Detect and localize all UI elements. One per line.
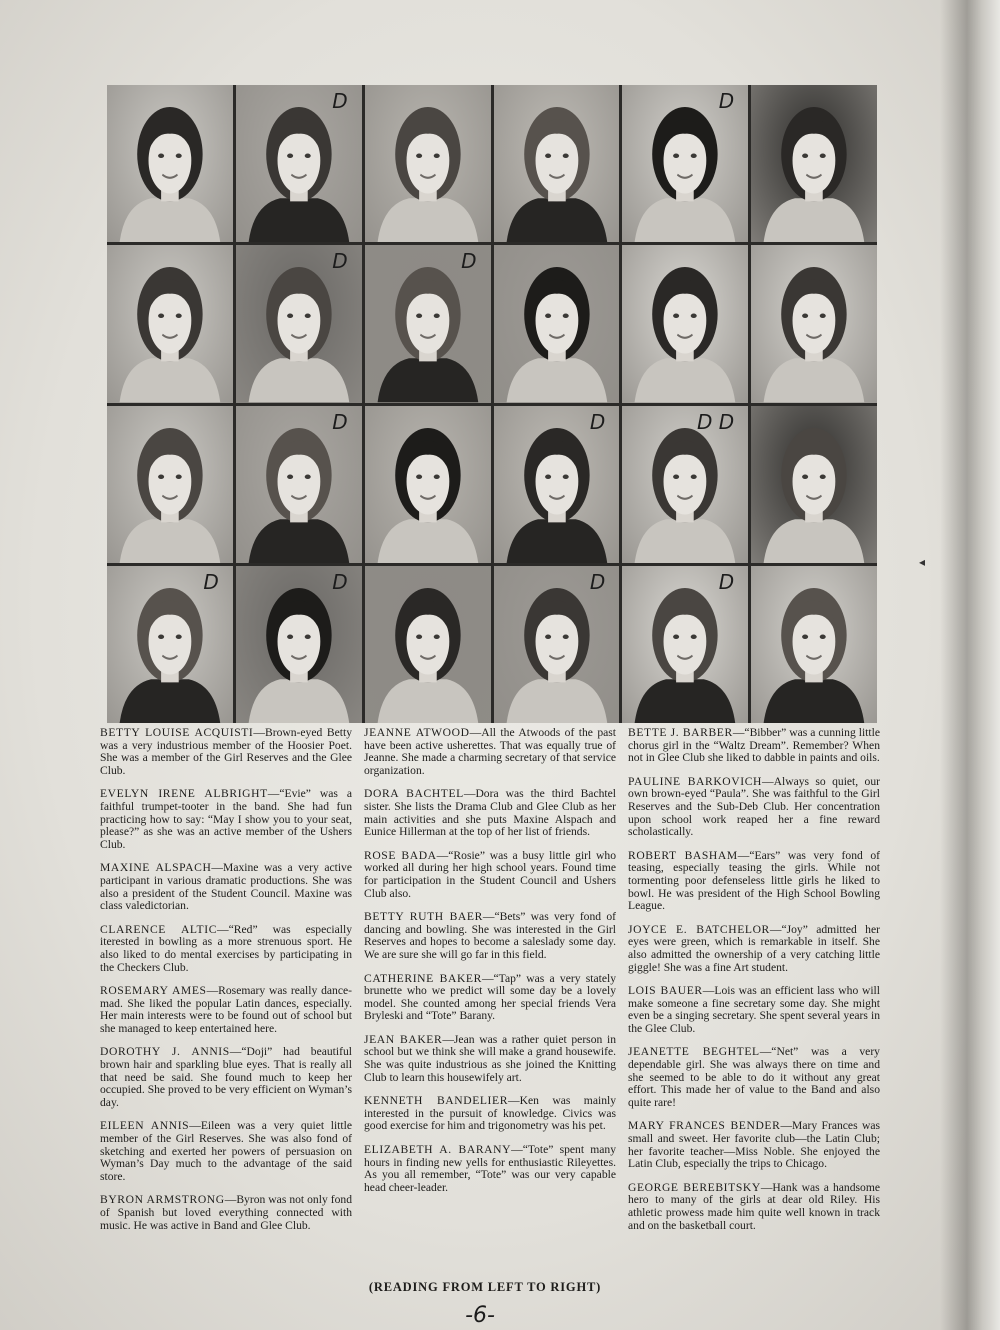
portrait-photo: [236, 85, 362, 242]
portrait-eye: [802, 314, 808, 318]
student-name: BETTE J. BARBER: [628, 726, 733, 739]
student-description: Jean was a rather quiet person in school but we think she will make a grand housewife. She was quite industrious as she joined the Knitting Club to learn this housewifely art.: [364, 1032, 616, 1084]
student-description: Ken was mainly interested in the pursuit of knowledge. Civics was good exercise for him and trigonometry was his pet.: [364, 1094, 617, 1133]
portrait-photo: [622, 245, 748, 402]
portrait-eye: [691, 314, 697, 318]
biography-column: [100, 727, 352, 1287]
portrait-shoulders: [506, 679, 607, 723]
handwritten-mark: D: [461, 249, 477, 274]
student-name: BYRON ARMSTRONG: [100, 1193, 225, 1207]
portrait-silhouette: [494, 85, 620, 242]
portrait-eye: [673, 634, 679, 638]
biography-entry: [628, 924, 880, 974]
portrait-eye: [562, 474, 568, 478]
ink-smudge: ◂: [918, 555, 925, 569]
student-name: DOROTHY J. ANNIS: [100, 1045, 230, 1059]
student-description: “Joy” admitted her eyes were green, which is remarkable in itself. She also admitted the ownership of a very catching little giggle! She was a fine Art student.: [628, 922, 880, 974]
em-dash-separator: —: [267, 787, 280, 801]
portrait-eye: [545, 154, 551, 158]
student-name: GEORGE BEREBITSKY: [628, 1180, 761, 1194]
portrait-eye: [416, 314, 422, 318]
portrait-eye: [433, 314, 439, 318]
portrait-eye: [673, 154, 679, 158]
portrait-shoulders: [506, 198, 607, 242]
student-description: Rosemary was really dance-mad. She liked the popular Latin dances, especially. Her main interests were to be found out of school but she managed to keep entertained here.: [100, 984, 352, 1035]
em-dash-separator: —: [732, 726, 745, 739]
biography-column: [364, 727, 616, 1287]
biography-column: [628, 727, 880, 1287]
portrait-photo: [365, 85, 491, 242]
portrait-shoulders: [248, 679, 349, 723]
portrait-eye: [158, 634, 164, 638]
handwritten-mark: D: [589, 569, 606, 594]
biography-entry: [100, 727, 352, 777]
portrait-eye: [820, 314, 826, 318]
portrait-shoulders: [120, 519, 221, 563]
portrait-silhouette: [365, 566, 491, 723]
student-description: Hank was a handsome hero to many of the girls at dear old Riley. His athletic prowess made him quite well known in track and on the basketball court.: [628, 1180, 880, 1232]
portrait-shoulders: [764, 519, 865, 563]
student-name: ROSEMARY AMES: [100, 984, 207, 998]
biography-entry: [364, 1095, 616, 1133]
em-dash-separator: —: [436, 848, 449, 862]
biography-entry: [364, 727, 616, 777]
portrait-photo: [751, 406, 877, 563]
portrait-shoulders: [635, 358, 736, 402]
student-description: “Tote” spent many hours in finding new yells for enthusiastic Rileyettes. As you all remember, “Tote” was our very capable head cheer-leader.: [364, 1143, 616, 1194]
portrait-silhouette: [622, 245, 748, 402]
portrait-eye: [176, 474, 182, 478]
student-name: MARY FRANCES BENDER: [628, 1119, 781, 1133]
student-description: Brown-eyed Betty was a very industrious member of the Hoosier Poet. She was a member of the Girl Reserves and the Glee Club.: [100, 726, 352, 777]
biography-entry: [100, 1194, 352, 1232]
portrait-shoulders: [120, 358, 221, 402]
portrait-photo: [494, 245, 620, 402]
em-dash-separator: —: [702, 984, 715, 998]
portrait-shoulders: [377, 519, 478, 563]
em-dash-separator: —: [780, 1119, 793, 1133]
portrait-eye: [176, 154, 182, 158]
biography-entry: [364, 1144, 616, 1194]
portrait-eye: [158, 154, 164, 158]
handwritten-mark: D: [332, 569, 348, 594]
portrait-photo: [107, 245, 233, 402]
student-description: “Ears” was very fond of teasing, especially teasing the girls. While not tormenting poor defenseless little girls he liked to bowl. He was president of the High School Bowling League.: [628, 848, 881, 913]
portrait-silhouette: [107, 85, 233, 242]
biography-entry: [628, 1046, 880, 1109]
em-dash-separator: —: [762, 774, 774, 788]
portrait-eye: [691, 474, 697, 478]
portrait-grid: [107, 85, 877, 723]
student-description: “Tap” was a very stately brunette who we predict will some day be a lovely model. She counted among her special friends Vera Bryleski and “Tote” Barany.: [364, 971, 616, 1023]
portrait-eye: [562, 314, 568, 318]
portrait-eye: [158, 314, 164, 318]
student-description: Lois was an efficient lass who will make someone a fine secretary some day. She might even be a singing secretary. She spent several years in the Glee Club.: [628, 984, 880, 1035]
em-dash-separator: —: [442, 1032, 454, 1046]
biography-entry: [628, 776, 880, 839]
biography-entry: [100, 1046, 352, 1109]
handwritten-mark: D: [332, 89, 348, 113]
binding-shadow: [940, 0, 1000, 1330]
student-name: LOIS BAUER: [628, 984, 703, 998]
portrait-photo: [622, 406, 748, 563]
portrait-eye: [820, 154, 826, 158]
em-dash-separator: —: [482, 910, 495, 924]
biography-entry: [628, 727, 880, 765]
portrait-eye: [305, 314, 311, 318]
student-name: BETTY RUTH BAER: [364, 910, 483, 924]
portrait-eye: [287, 474, 293, 478]
student-name: ROSE BADA: [364, 848, 437, 862]
biography-entry: [100, 985, 352, 1035]
portrait-shoulders: [248, 519, 349, 563]
em-dash-separator: —: [253, 726, 265, 739]
portrait-shoulders: [120, 198, 221, 242]
portrait-shoulders: [248, 358, 349, 402]
portrait-silhouette: [751, 406, 877, 563]
portrait-eye: [176, 634, 182, 638]
em-dash-separator: —: [759, 1045, 772, 1059]
portrait-shoulders: [635, 679, 736, 723]
biography-entry: [100, 1120, 352, 1183]
biography-entry: [100, 862, 352, 912]
portrait-eye: [287, 154, 293, 158]
portrait-photo: [494, 406, 620, 563]
portrait-silhouette: [107, 406, 233, 563]
em-dash-separator: —: [224, 1193, 237, 1207]
portrait-shoulders: [764, 679, 865, 723]
portrait-eye: [416, 154, 422, 158]
portrait-photo: [107, 406, 233, 563]
portrait-eye: [691, 154, 697, 158]
portrait-shoulders: [377, 198, 478, 242]
student-name: CLARENCE ALTIC: [100, 922, 218, 936]
biography-entry: [100, 924, 352, 974]
handwritten-mark: D: [203, 569, 219, 594]
student-name: JEANETTE BEGHTEL: [628, 1045, 760, 1059]
portrait-eye: [287, 314, 293, 318]
portrait-shoulders: [120, 679, 221, 723]
portrait-eye: [416, 474, 422, 478]
em-dash-separator: —: [189, 1119, 201, 1133]
portrait-silhouette: [365, 85, 491, 242]
biography-entry: [364, 788, 616, 838]
portrait-shoulders: [764, 358, 865, 402]
portrait-eye: [545, 634, 551, 638]
student-description: Dora was the third Bachtel sister. She lists the Drama Club and Glee Club as her main activities and she puts Maxine Alspach and Eunice Hillerman at the top of her list of friends.: [364, 787, 616, 839]
student-name: JOYCE E. BATCHELOR: [628, 922, 770, 936]
portrait-eye: [562, 154, 568, 158]
em-dash-separator: —: [508, 1094, 520, 1108]
portrait-shoulders: [377, 679, 478, 723]
portrait-shoulders: [764, 198, 865, 242]
student-name: EVELYN IRENE ALBRIGHT: [100, 787, 268, 801]
biography-entry: [628, 985, 880, 1035]
student-description: Maxine was a very active participant in various dramatic productions. She was also a president of the Student Council. Maxine was class valedictorian.: [100, 861, 352, 913]
portrait-shoulders: [506, 358, 607, 402]
student-name: JEAN BAKER: [364, 1032, 443, 1046]
handwritten-mark: D: [718, 89, 735, 113]
student-name: BETTY LOUISE ACQUISTI: [100, 726, 254, 739]
portrait-eye: [158, 474, 164, 478]
portrait-photo: [751, 85, 877, 242]
student-name: MAXINE ALSPACH: [100, 861, 212, 875]
portrait-shoulders: [635, 198, 736, 242]
page-number: -6-: [465, 1303, 495, 1328]
portrait-eye: [305, 154, 311, 158]
portrait-photo: [494, 566, 620, 723]
biography-columns: [100, 727, 880, 1287]
portrait-photo: [494, 85, 620, 242]
biography-entry: [364, 850, 616, 900]
portrait-photo: [107, 566, 233, 723]
portrait-photo: [751, 566, 877, 723]
portrait-silhouette: [751, 566, 877, 723]
portrait-shoulders: [635, 519, 736, 563]
portrait-eye: [673, 474, 679, 478]
portrait-photo: [107, 85, 233, 242]
portrait-eye: [305, 634, 311, 638]
em-dash-separator: —: [229, 1045, 242, 1059]
student-name: ELIZABETH A. BARANY: [364, 1143, 512, 1157]
em-dash-separator: —: [760, 1180, 773, 1194]
portrait-photo: [365, 566, 491, 723]
student-description: “Net” was a very dependable girl. She was always there on time and she seemed to be able to do it without any great effort. This made her of value to the Band and also quite rare!: [628, 1045, 880, 1109]
portrait-photo: [236, 566, 362, 723]
em-dash-separator: —: [211, 861, 224, 875]
portrait-eye: [433, 474, 439, 478]
portrait-shoulders: [377, 358, 478, 402]
portrait-eye: [176, 314, 182, 318]
portrait-photo: [236, 406, 362, 563]
em-dash-separator: —: [463, 787, 476, 801]
portrait-photo: [365, 245, 491, 402]
student-description: “Doji” had beautiful brown hair and sparkling blue eyes. That is really all that need be said. She found much to keep her occupied. She proved to be very efficient on Wyman’s day.: [100, 1045, 352, 1109]
portrait-eye: [802, 634, 808, 638]
em-dash-separator: —: [769, 922, 782, 936]
portrait-photo: [365, 406, 491, 563]
portrait-eye: [820, 474, 826, 478]
portrait-eye: [433, 634, 439, 638]
student-description: Byron was not only fond of Spanish but loved everything connected with music. He was active in Band and Glee Club.: [100, 1193, 352, 1232]
portrait-photo: [622, 566, 748, 723]
student-name: CATHERINE BAKER: [364, 971, 482, 985]
handwritten-mark: D: [718, 569, 735, 594]
handwritten-mark: D: [332, 409, 348, 434]
em-dash-separator: —: [737, 848, 750, 862]
portrait-eye: [673, 314, 679, 318]
portrait-eye: [691, 634, 697, 638]
biography-entry: [364, 911, 616, 961]
biography-entry: [100, 788, 352, 851]
student-name: EILEEN ANNIS: [100, 1119, 190, 1133]
handwritten-mark: D: [589, 409, 606, 434]
biography-entry: [628, 850, 880, 913]
biography-entry: [364, 1034, 616, 1084]
reading-order-caption: (READING FROM LEFT TO RIGHT): [368, 1280, 602, 1294]
student-name: PAULINE BARKOVICH: [628, 774, 763, 788]
student-name: KENNETH BANDELIER: [364, 1094, 509, 1108]
student-description: “Bibber” was a cunning little chorus girl in the “Waltz Dream”. Remember? When not in Glee Club she liked to dabble in paints and oils.: [628, 726, 880, 765]
biography-entry: [364, 973, 616, 1023]
portrait-eye: [562, 634, 568, 638]
student-description: “Red” was especially iterested in bowling as a more strenuous sport. He also liked to do mental exercises by participating in the Checkers Club.: [100, 922, 352, 974]
portrait-eye: [305, 474, 311, 478]
em-dash-separator: —: [206, 984, 219, 998]
student-description: Always so quiet, our own brown-eyed “Paula”. She was faithful to the Girl Reserves and the Sub-Deb Club. Her concentration upon school work reaped her a fine reward scholastically.: [628, 774, 881, 839]
portrait-silhouette: [365, 406, 491, 563]
student-description: Mary Frances was small and sweet. Her favorite club—the Latin Club; her favorite teacher—Miss Noble. She enjoyed the Latin Club, especially the trips to Chicago.: [628, 1119, 881, 1171]
portrait-shoulders: [248, 198, 349, 242]
portrait-shoulders: [506, 519, 607, 563]
portrait-photo: [236, 245, 362, 402]
portrait-silhouette: [107, 245, 233, 402]
portrait-silhouette: [751, 85, 877, 242]
biography-entry: [628, 1120, 880, 1170]
portrait-silhouette: [494, 245, 620, 402]
portrait-eye: [802, 154, 808, 158]
em-dash-separator: —: [217, 922, 229, 936]
em-dash-separator: —: [469, 726, 482, 739]
portrait-photo: [751, 245, 877, 402]
handwritten-mark: D D: [696, 409, 735, 434]
portrait-photo: [622, 85, 748, 242]
portrait-eye: [820, 634, 826, 638]
student-description: Eileen was a very quiet little member of the Girl Reserves. She was also fond of sketching and exerted her powers of persuasion on Wyman’s Day much to the advantage of the said store.: [100, 1119, 352, 1183]
student-description: All the Atwoods of the past have been active usherettes. That was equally true of Jeanne. She made a charming secretary of that service organization.: [364, 726, 616, 777]
student-name: ROBERT BASHAM: [628, 848, 738, 862]
student-description: “Evie” was a faithful trumpet-tooter in the band. She had fun practicing how to say: “May I show you to your seat, please?” as she was an active member of the Ushers Club.: [100, 787, 352, 851]
portrait-eye: [416, 634, 422, 638]
portrait-eye: [287, 634, 293, 638]
student-name: JEANNE ATWOOD: [364, 726, 470, 739]
em-dash-separator: —: [481, 971, 494, 985]
portrait-eye: [545, 474, 551, 478]
portrait-eye: [802, 474, 808, 478]
biography-entry: [628, 1182, 880, 1232]
student-description: “Rosie” was a busy little girl who worked all during her high school years. Found time for participation in the Student Council and Ushers Club also.: [364, 848, 616, 900]
portrait-silhouette: [751, 245, 877, 402]
handwritten-mark: D: [332, 249, 348, 274]
student-name: DORA BACHTEL: [364, 787, 464, 801]
em-dash-separator: —: [511, 1143, 523, 1157]
portrait-eye: [545, 314, 551, 318]
portrait-eye: [433, 154, 439, 158]
student-description: “Bets” was very fond of dancing and bowling. She was interested in the Girl Reserves and hopes to become a saleslady some day. We are sure she will go far in this field.: [364, 910, 616, 961]
